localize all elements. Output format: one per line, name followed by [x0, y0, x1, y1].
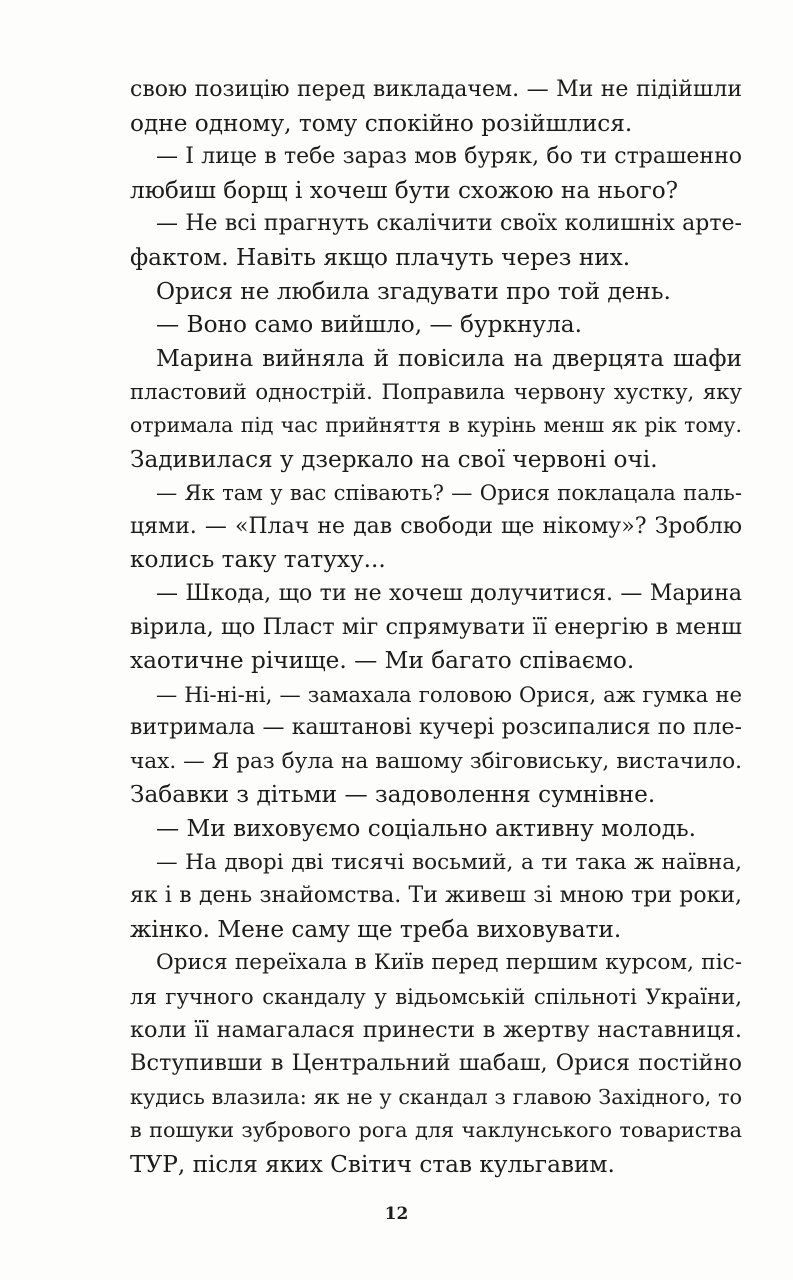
text-line: отримала під час прийняття в курінь менш як рік тому. — [130, 412, 742, 437]
text-line: Вступивши в Центральний шабаш, Орися постійно — [130, 1050, 742, 1077]
text-line: Забавки з дітьми — задоволення сумнівне. — [130, 781, 656, 809]
text-line: колись таку татуху... — [130, 546, 386, 574]
text-line: — Шкода, що ти не хочеш долучитися. — Марина — [156, 580, 742, 606]
text-line: любиш борщ і хочеш бути схожою на нього? — [130, 176, 679, 204]
text-line: цями. — «Плач не дав свободи ще нікому»? Зроблю — [130, 513, 742, 539]
text-line: як і в день знайомства. Ти живеш зі мною три роки, — [130, 883, 742, 909]
body-text — [130, 73, 742, 1182]
text-line: ля гучного скандалу у відьомській спільноті України, — [130, 984, 742, 1010]
text-line: — Ми виховуємо соціально активну молодь. — [156, 815, 697, 843]
text-line: — Як там у вас співають? — Орися поклацала паль- — [156, 480, 742, 506]
text-line: пластовий однострій. Поправила червону хустку, яку — [130, 379, 742, 405]
text-line: — Не всі прагнуть скалічити своїх колишніх арте- — [156, 211, 742, 237]
text-line: чах. — Я раз була на вашому збіговиську, вистачило. — [130, 748, 742, 774]
text-line: хаотичне річище. — Ми багато співаємо. — [130, 647, 635, 675]
text-line: — І лице в тебе зараз мов буряк, бо ти страшенно — [156, 144, 742, 170]
text-line: коли її намагалася принести в жертву наставниця. — [130, 1016, 742, 1043]
text-line: одне одному, тому спокійно розійшлися. — [130, 109, 633, 137]
text-line: в пошуки зубрового рога для чаклунського товариства — [130, 1118, 742, 1143]
text-line: Орися не любила згадувати про той день. — [156, 277, 671, 305]
text-line: Задивилася у дзеркало на свої червоні очі. — [130, 445, 658, 473]
text-line: Марина вийняла й повісила на дверцята шафи — [156, 344, 742, 372]
text-line: витримала — каштанові кучері розсипалися по пле- — [130, 715, 742, 741]
text-line: кудись влазила: як не у скандал з главою Західного, то — [130, 1084, 742, 1109]
page-number: 12 — [384, 1204, 409, 1224]
text-line: свою позицію перед викладачем. — Ми не підійшли — [130, 77, 742, 102]
text-line: ТУР, після яких Світич став кульгавим. — [130, 1151, 615, 1178]
text-line: Орися переїхала в Київ перед першим курсом, піс- — [156, 950, 742, 976]
text-line: фактом. Навіть якщо плачуть через них. — [130, 243, 631, 271]
text-line: — На дворі дві тисячі восьмий, а ти така ж наївна, — [156, 849, 742, 875]
text-line: вірила, що Пласт міг спрямувати її енергію в менш — [130, 613, 742, 640]
text-line: жінко. Мене саму ще треба виховувати. — [130, 915, 622, 943]
text-line: — Ні-ні-ні, — замахала головою Орися, аж гумка не — [156, 681, 742, 707]
text-line: — Воно само вийшло, — буркнула. — [156, 311, 582, 339]
